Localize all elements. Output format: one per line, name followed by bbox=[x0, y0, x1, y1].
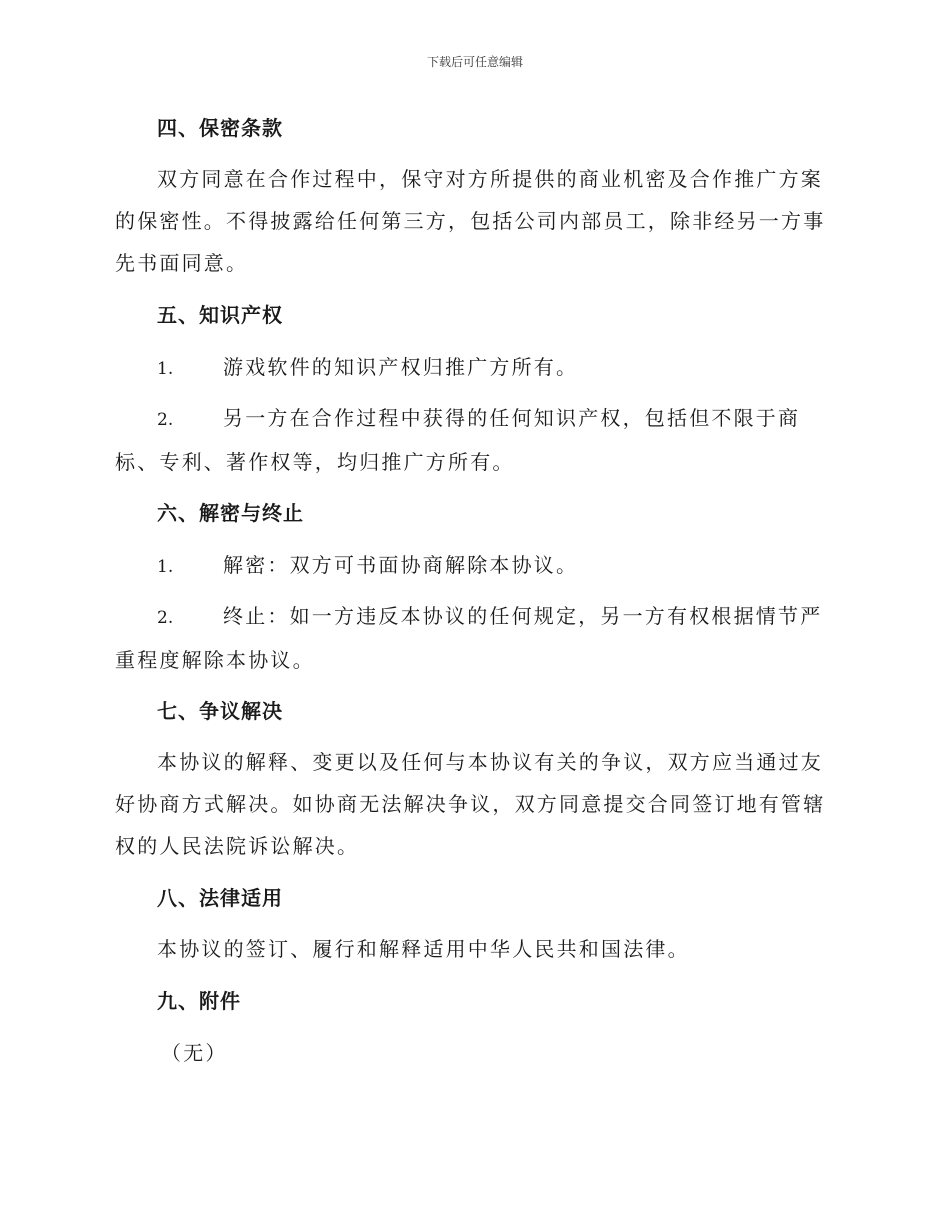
list-item bbox=[115, 544, 831, 588]
section-heading-dispute-resolution: 七、争议解决 bbox=[157, 699, 283, 723]
list-item-number: 1. bbox=[157, 557, 174, 577]
section-heading-attachments: 九、附件 bbox=[157, 989, 241, 1013]
confidentiality-paragraph: 双方同意在合作过程中，保守对方所提供的商业机密及合作推广方案的保密性。不得披露给任何第三方，包括公司内部员工，除非经另一方事先书面同意。 bbox=[115, 167, 826, 275]
attachments-paragraph: （无） bbox=[161, 1041, 228, 1065]
list-item-number: 2. bbox=[157, 410, 174, 430]
list-item-number: 1. bbox=[157, 359, 174, 379]
list-item-text: 解密：双方可书面协商解除本协议。 bbox=[223, 553, 579, 577]
list-item-text: 游戏软件的知识产权归推广方所有。 bbox=[223, 355, 579, 379]
list-item bbox=[115, 397, 831, 483]
list-item-text: 终止：如一方违反本协议的任何规定，另一方有权根据情节严重程度解除本协议。 bbox=[115, 604, 823, 672]
section-heading-confidentiality: 四、保密条款 bbox=[157, 116, 283, 140]
list-item-number: 2. bbox=[157, 608, 174, 628]
section-heading-termination: 六、解密与终止 bbox=[157, 501, 304, 525]
list-item bbox=[115, 346, 831, 390]
page-header: 下载后可任意编辑 bbox=[426, 55, 523, 69]
section-heading-intellectual-property: 五、知识产权 bbox=[157, 303, 283, 327]
section-heading-applicable-law: 八、法律适用 bbox=[157, 886, 283, 910]
list-item-text: 另一方在合作过程中获得的任何知识产权，包括但不限于商标、专利、著作权等，均归推广方所有。 bbox=[115, 406, 801, 474]
applicable-law-paragraph: 本协议的签订、履行和解释适用中华人民共和国法律。 bbox=[157, 937, 690, 961]
dispute-resolution-paragraph: 本协议的解释、变更以及任何与本协议有关的争议，双方应当通过友好协商方式解决。如协商无法解决争议，双方同意提交合同签订地有管辖权的人民法院诉讼解决。 bbox=[115, 750, 826, 858]
list-item bbox=[115, 595, 831, 681]
